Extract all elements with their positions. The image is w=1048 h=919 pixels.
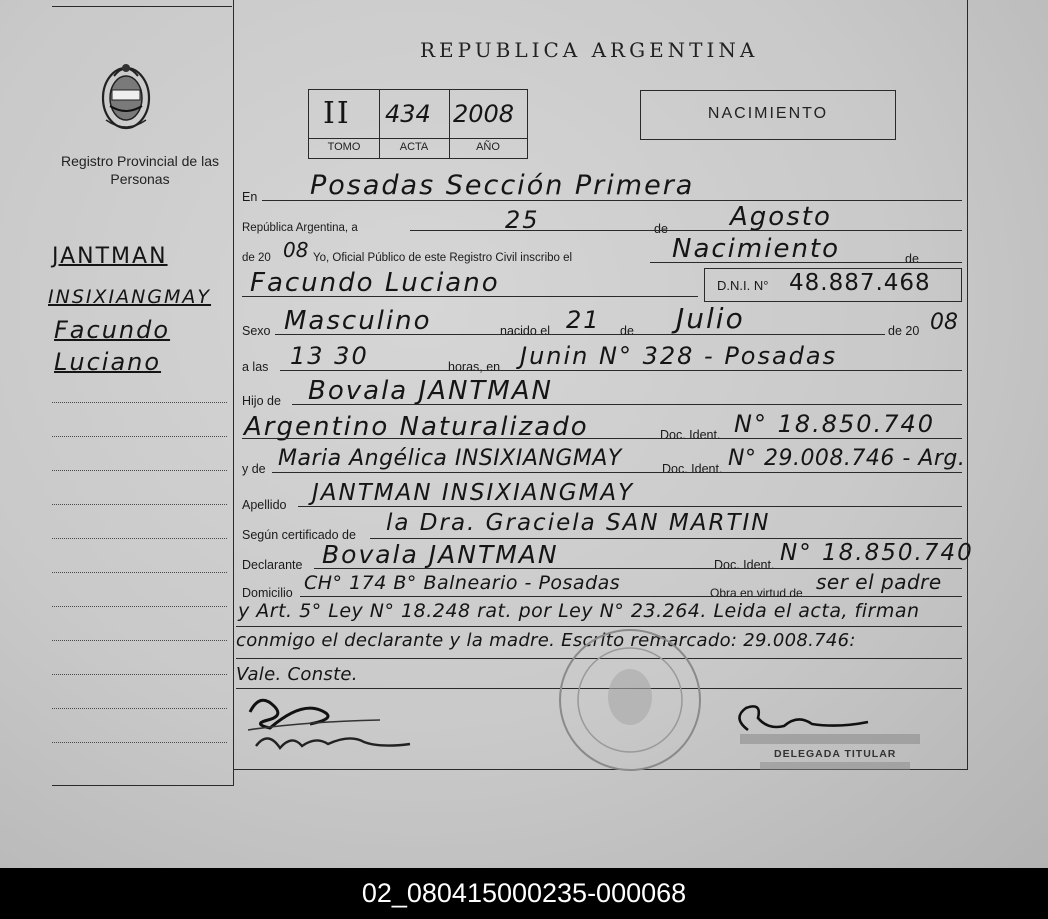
margin-divider: [233, 0, 234, 785]
stamp-line: DELEGADA TITULAR: [774, 748, 897, 760]
doc-ident-label-2: Doc. Ident.: [662, 462, 723, 476]
doc-ident-label-3: Doc. Ident.: [714, 558, 775, 572]
obra-line-1: ser el padre: [816, 570, 942, 594]
margin-surname-1: JANTMAN: [52, 244, 168, 269]
hijo-label: Hijo de: [242, 394, 281, 408]
y-de-label: y de: [242, 462, 266, 476]
dni-label: D.N.I. N°: [717, 278, 769, 293]
scan-id: 02_080415000235-000068: [361, 878, 687, 908]
declarant-signature: [240, 690, 430, 760]
certificado-value: la Dra. Graciela SAN MARTIN: [386, 510, 771, 536]
mother-name: Maria Angélica INSIXIANGMAY: [278, 446, 622, 471]
obra-label: Obra en virtud de: [710, 586, 803, 600]
obra-line-4: Vale. Conste.: [236, 664, 358, 685]
registry-label: Registro Provincial de las Personas: [61, 153, 219, 187]
certificado-label: Según certificado de: [242, 528, 356, 542]
en-value: Posadas Sección Primera: [310, 170, 695, 201]
coat-of-arms-icon: [96, 56, 156, 134]
birth-month: Julio: [676, 302, 745, 335]
month-value: Agosto: [730, 202, 832, 232]
father-nationality: Argentino Naturalizado: [244, 412, 589, 442]
sexo-label: Sexo: [242, 324, 271, 338]
domicilio-value: CH° 174 B° Balneario - Posadas: [304, 572, 621, 594]
birth-year-suffix: 08: [930, 310, 958, 335]
nacido-label: nacido el: [500, 324, 551, 338]
bottom-rule-left: [52, 785, 234, 786]
margin-surname-2: INSIXIANGMAY: [48, 286, 212, 308]
horas-en-label: horas, en: [448, 360, 501, 374]
acta-label: ACTA: [399, 141, 429, 153]
sexo-value: Masculino: [284, 306, 432, 336]
scan-footer: [0, 868, 1048, 919]
apellido-label: Apellido: [242, 498, 287, 512]
declarante-name: Bovala JANTMAN: [322, 540, 559, 569]
anio-label: AÑO: [476, 141, 500, 153]
acta-value: 434: [385, 100, 431, 128]
mother-doc: N° 29.008.746 - Arg.: [728, 446, 966, 471]
record-type: NACIMIENTO: [707, 105, 829, 122]
father-doc: N° 18.850.740: [734, 410, 935, 438]
declarante-label: Declarante: [242, 558, 303, 572]
declarante-doc: N° 18.850.740: [780, 540, 974, 566]
act-type-value: Nacimiento: [672, 234, 841, 264]
birth-place: Junin N° 328 - Posadas: [520, 342, 838, 370]
de-label-2: de: [905, 252, 919, 266]
obra-line-2: y Art. 5° Ley N° 18.248 rat. por Ley N° 23.264. Leida el acta, firman: [238, 600, 920, 622]
official-seal-icon: [555, 625, 705, 775]
dni-value: 48.887.468: [789, 270, 931, 296]
hour-value: 13 30: [290, 342, 369, 370]
republica-label: República Argentina, a: [242, 222, 358, 234]
tomo-value: II: [323, 96, 351, 131]
day-value: 25: [505, 206, 540, 234]
reference-box: [308, 89, 528, 159]
document-title: REPUBLICA ARGENTINA: [420, 38, 759, 62]
obra-line-3: conmigo el declarante y la madre. Escrito remarcado: 29.008.746:: [236, 630, 856, 651]
child-name: Facundo Luciano: [250, 268, 500, 298]
oficial-text: Yo, Oficial Público de este Registro Civil inscribo el: [313, 252, 573, 264]
top-rule-left: [52, 6, 232, 7]
a-las-label: a las: [242, 360, 269, 374]
margin-given-2: Luciano: [54, 348, 162, 376]
de-label-1: de: [654, 222, 668, 236]
margin-given-1: Facundo: [54, 316, 171, 344]
de20-label-2: de 20: [888, 324, 920, 338]
tomo-label: TOMO: [327, 141, 361, 153]
father-name: Bovala JANTMAN: [308, 376, 553, 406]
en-label: En: [242, 190, 258, 204]
year-suffix: 08: [283, 238, 309, 262]
de-label-3: de: [620, 324, 634, 338]
de20-label: de 20: [242, 252, 271, 264]
birth-day: 21: [566, 306, 601, 334]
domicilio-label: Domicilio: [242, 586, 293, 600]
apellido-value: JANTMAN INSIXIANGMAY: [312, 480, 635, 506]
anio-value: 2008: [453, 100, 515, 128]
record-type-box: [640, 90, 896, 140]
right-border: [967, 0, 968, 770]
doc-ident-label-1: Doc. Ident.: [660, 428, 721, 442]
dni-box: [704, 268, 962, 302]
